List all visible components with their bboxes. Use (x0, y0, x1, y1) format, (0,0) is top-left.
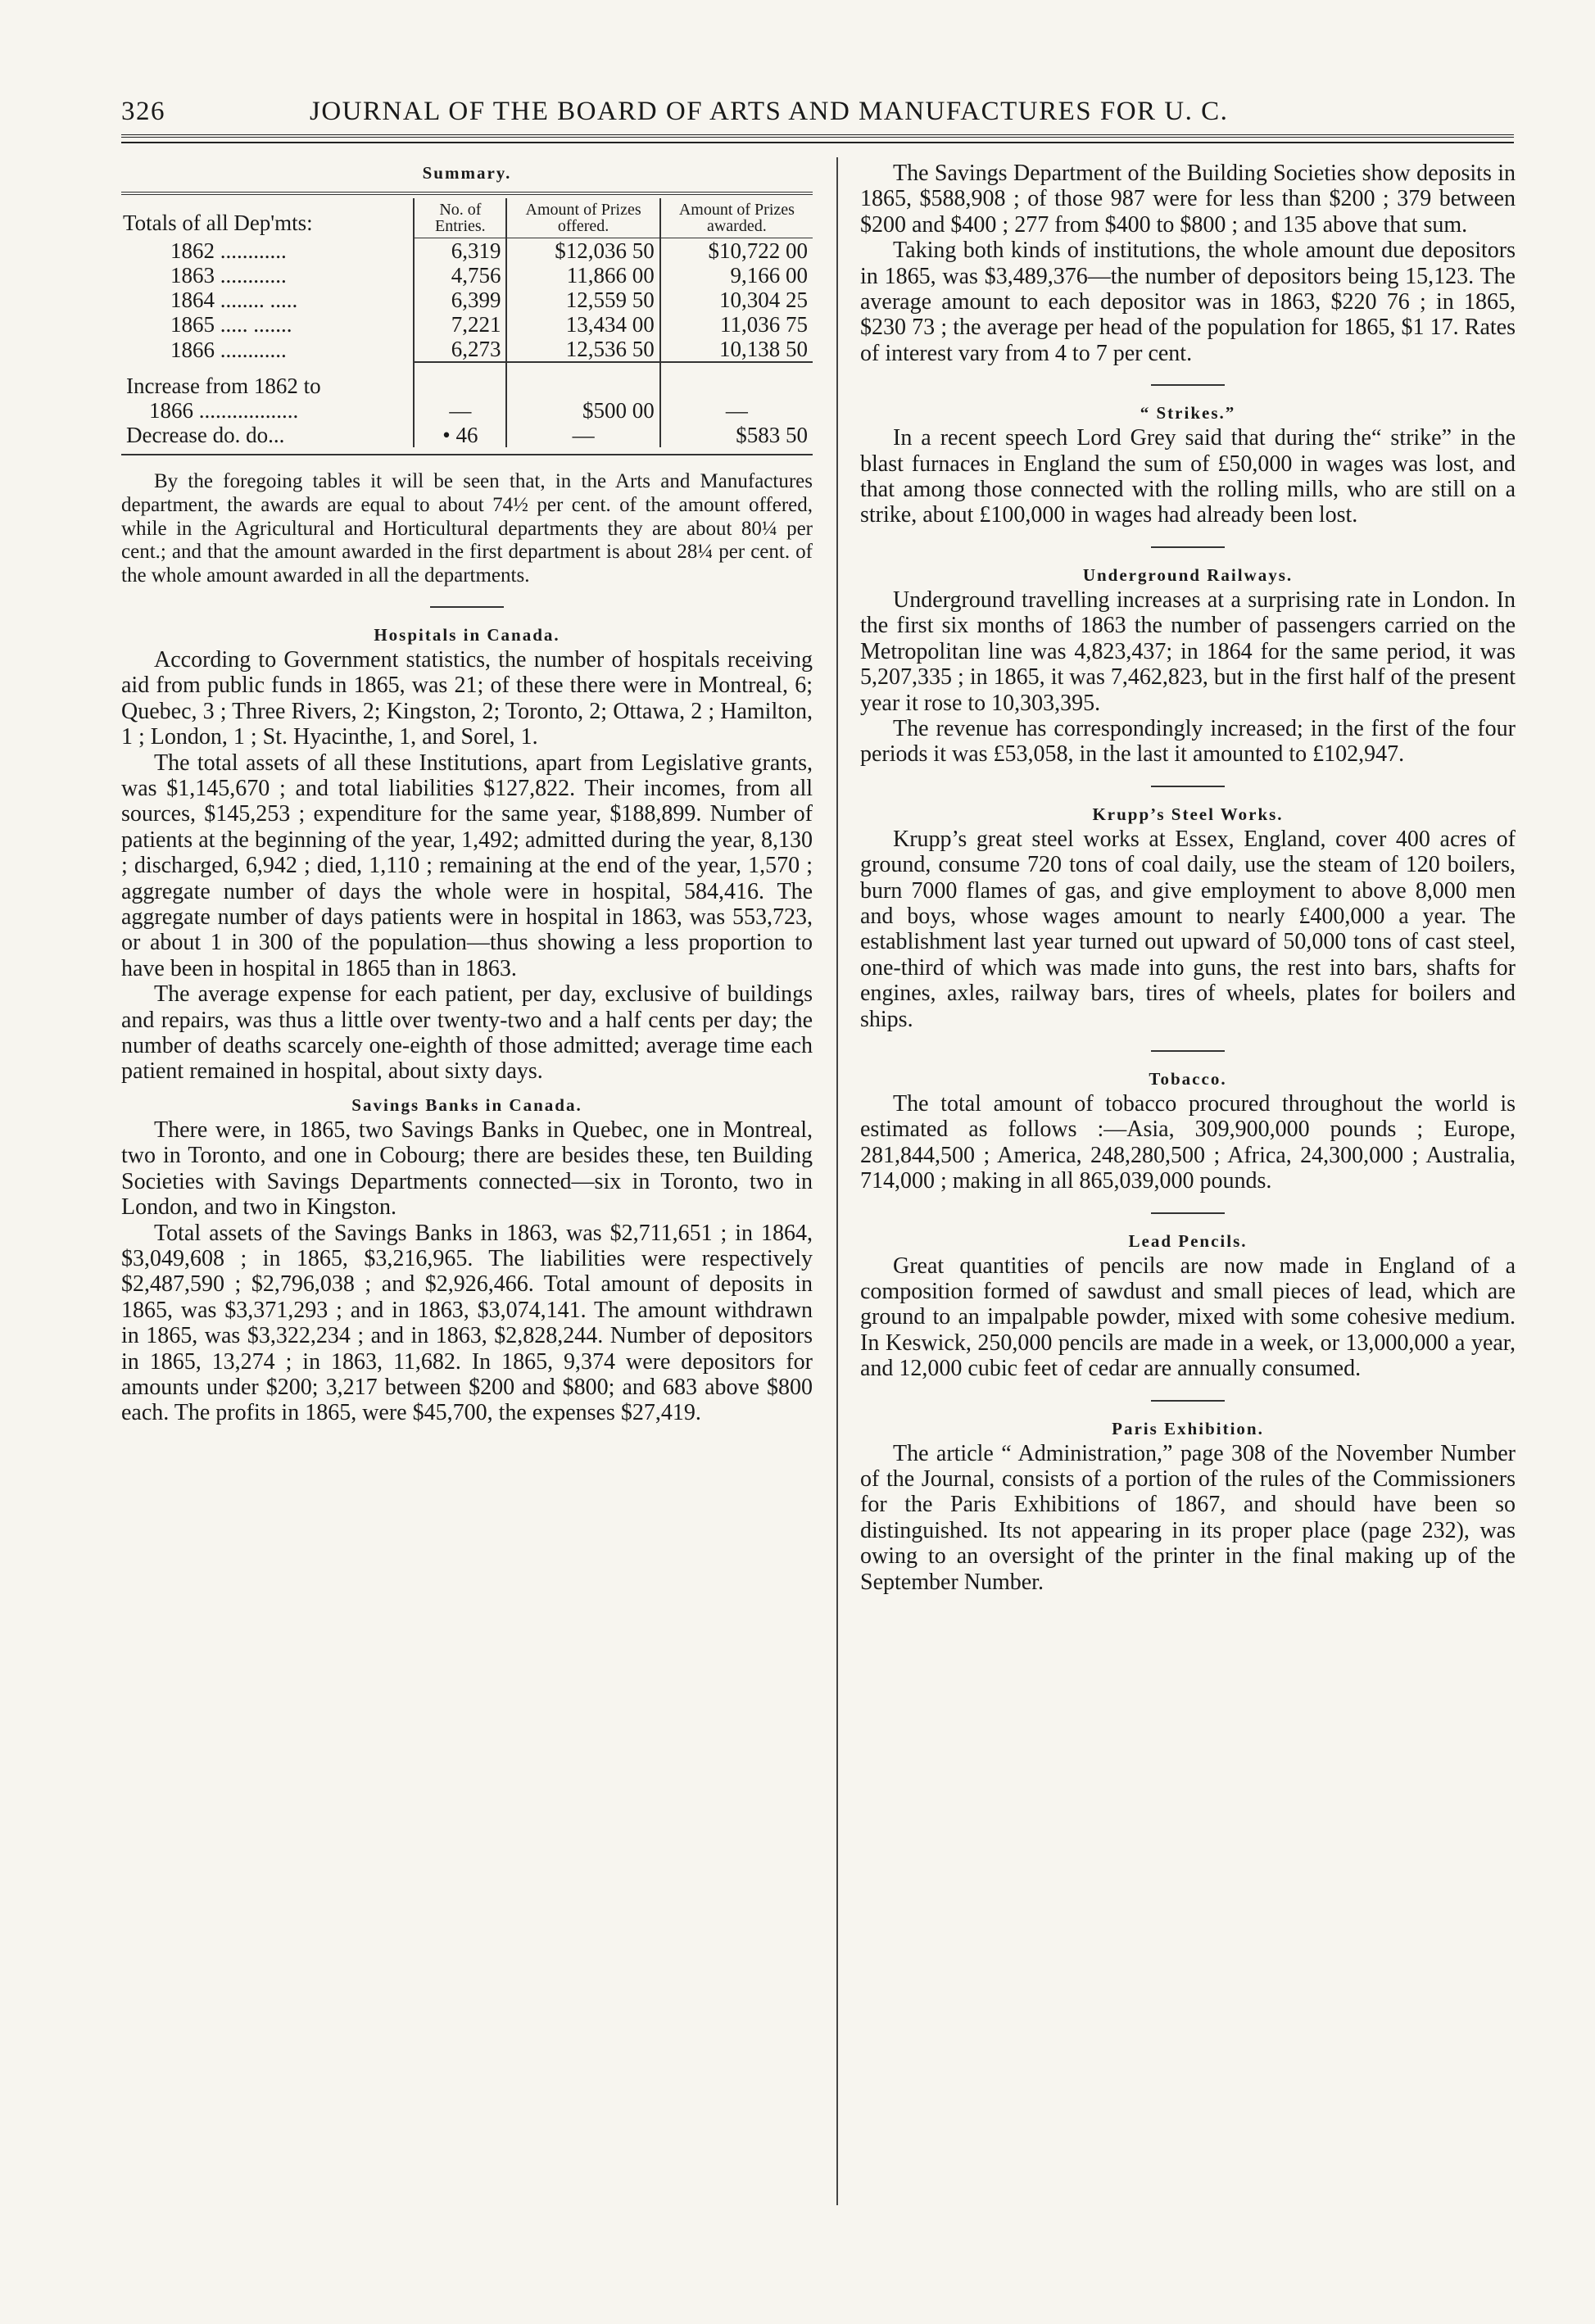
column-header-offered: Amount of Prizes offered. (506, 198, 659, 238)
table-row (121, 312, 813, 337)
strikes-heading: “ Strikes.” (1140, 403, 1236, 424)
railways-paragraph-1: Underground travelling increases at a surprising rate in London. In the first six months of 1863 the number of passengers carried on the Metropolitan line was 4,823,437; in 1864 for the same period, it was 5,207,335 ; in 1865, it was 7,462,823, but in the first half of the present year it rose to 10,303,395. (860, 587, 1516, 716)
decrease-awarded: $583 50 (660, 423, 813, 447)
section-rule (1151, 1212, 1225, 1214)
table-row (121, 238, 813, 264)
increase-offered: $500 00 (506, 398, 659, 423)
hospitals-heading: Hospitals in Canada. (374, 624, 560, 645)
strikes-paragraph: In a recent speech Lord Grey said that during the“ strike” in the blast furnaces in England the sum of £50,000 in wages was lost, and that among those connected with the rolling mills, who are still on a strike, about £100,000 in wages had already been lost. (860, 425, 1516, 528)
header-rule (121, 134, 1514, 138)
page-number: 326 (121, 97, 165, 126)
pencils-heading: Lead Pencils. (1128, 1230, 1248, 1251)
table-row (121, 374, 813, 398)
awarded-cell: 10,304 25 (660, 288, 813, 312)
offered-cell: 12,536 50 (506, 337, 659, 362)
building-paragraph-1: The Savings Department of the Building Societies show deposits in 1865, $588,908 ; of those 987 were for less than $200 ; 379 between $200 and $400 ; 277 from $400 to $800 ; and 135 above that sum. (860, 161, 1516, 238)
table-row (121, 263, 813, 288)
krupp-heading: Krupp’s Steel Works. (1092, 804, 1284, 824)
increase-entries: — (414, 398, 506, 423)
running-title: JOURNAL OF THE BOARD OF ARTS AND MANUFACTURES FOR U. C. (310, 97, 1229, 126)
table-bottom-rule (121, 454, 813, 455)
entries-cell: 7,221 (414, 312, 506, 337)
column-header-entries: No. of Entries. (414, 198, 506, 238)
row-label: 1862 ............ (170, 238, 287, 263)
pencils-paragraph: Great quantities of pencils are now made in England of a composition formed of sawdust and small pieces of lead, which are ground to an impalpable powder, mixed with some cohesive medium. In Keswick, 250,000 pencils are made in a week, or 13,000,000 a year, and 12,000 cubic feet of cedar are annually consumed. (860, 1253, 1516, 1382)
railways-paragraph-2: The revenue has correspondingly increased; in the first of the four periods it was £53,058, in the last it amounted to £102,947. (860, 715, 1516, 768)
summary-paragraph: By the foregoing tables it will be seen that, in the Arts and Manufactures department, the awards are equal to about 74½ per cent. of the amount offered, while in the Agricultural and Horticultural departments they are about 80¼ per cent.; and that the amount awarded in the first department is about 28¼ per cent. of the whole amount awarded in all the departments. (121, 470, 813, 587)
savings-heading: Savings Banks in Canada. (351, 1094, 582, 1115)
section-rule (1151, 546, 1225, 548)
paris-heading: Paris Exhibition. (1112, 1418, 1264, 1438)
section-rule (1151, 1050, 1225, 1052)
decrease-entries: • 46 (414, 423, 506, 447)
table-top-rule (121, 192, 813, 195)
awarded-cell: 10,138 50 (660, 337, 813, 362)
table-row (121, 337, 813, 362)
entries-cell: 6,319 (414, 238, 506, 264)
section-rule (1151, 786, 1225, 787)
decrease-label: Decrease do. do... (126, 423, 285, 447)
awarded-cell: $10,722 00 (660, 238, 813, 264)
right-column (860, 161, 1516, 1595)
table-row-spacer (121, 362, 813, 374)
row-label: 1864 ........ ..... (170, 288, 298, 312)
table-header-row (121, 198, 813, 238)
increase-awarded: — (660, 398, 813, 423)
section-rule (1151, 384, 1225, 386)
page-header (121, 88, 1506, 138)
savings-paragraph-1: There were, in 1865, two Savings Banks in Quebec, one in Montreal, two in Toronto, and one in Cobourg; there are besides these, ten Building Societies with Savings Departments connected—six in Toronto, two in London, and two in Kingston. (121, 1117, 813, 1221)
table-row (121, 398, 813, 423)
railways-heading: Underground Railways. (1082, 564, 1294, 585)
row-label: 1865 ..... ....... (170, 312, 292, 337)
row-label: 1863 ............ (170, 263, 287, 288)
tobacco-paragraph: The total amount of tobacco procured throughout the world is estimated as follows :—Asia, 309,900,000 pounds ; Europe, 281,844,500 ; America, 248,280,500 ; Africa, 24,300,000 ; Australia, 714,000 ; making in all 865,039,000 pounds. (860, 1090, 1516, 1194)
table-row (121, 423, 813, 447)
entries-cell: 6,399 (414, 288, 506, 312)
increase-label: Increase from 1862 to (126, 374, 321, 398)
decrease-offered: — (506, 423, 659, 447)
section-rule (430, 606, 504, 608)
awarded-cell: 9,166 00 (660, 263, 813, 288)
offered-cell: 11,866 00 (506, 263, 659, 288)
summary-heading: Summary. (422, 163, 512, 183)
hospitals-paragraph-3: The average expense for each patient, per day, exclusive of buildings and repairs, was thus a little over twenty-two and a half cents per day; the number of deaths scarcely one-eighth of those admitted; average time each patient remained in hospital, about sixty days. (121, 981, 813, 1085)
hospitals-paragraph-1: According to Government statistics, the number of hospitals receiving aid from public funds in 1865, was 21; of these there were in Montreal, 6; Quebec, 3 ; Three Rivers, 2; Kingston, 2; Toronto, 2; Ottawa, 2 ; Hamilton, 1 ; London, 1 ; St. Hyacinthe, 1, and Sorel, 1. (121, 646, 813, 750)
tobacco-heading: Tobacco. (1149, 1068, 1227, 1089)
table-row (121, 288, 813, 312)
offered-cell: 12,559 50 (506, 288, 659, 312)
totals-label: Totals of all Dep'mts: (123, 210, 313, 235)
krupp-paragraph: Krupp’s great steel works at Essex, England, cover 400 acres of ground, consume 720 tons of coal daily, use the steam of 120 boilers, burn 7000 flames of gas, and give employment to above 8,000 men and boys, whose wages amount to nearly £400,000 a year. The establishment last year turned out upward of 50,000 tons of cast steel, one-third of which was made into guns, the rest into bars, shafts for engines, axles, railway bars, tires of wheels, plates for boilers and ships. (860, 826, 1516, 1032)
row-label: 1866 ............ (170, 337, 287, 362)
column-header-awarded: Amount of Prizes awarded. (660, 198, 813, 238)
increase-label-2: 1866 .................. (149, 398, 299, 423)
left-column (121, 161, 813, 1426)
entries-cell: 6,273 (414, 337, 506, 362)
savings-paragraph-2: Total assets of the Savings Banks in 1863, was $2,711,651 ; in 1864, $3,049,608 ; in 1865, $3,216,965. The liabilities were respectively $2,487,590 ; $2,796,038 ; and $2,926,466. Total amount of deposits in 1865, was $3,371,293 ; and in 1863, $3,074,141. The amount withdrawn in 1865, was $3,322,234 ; and in 1863, $2,828,244. Number of depositors in 1865, 13,274 ; in 1863, 11,682. In 1865, 9,374 were depositors for amounts under $200; 3,217 between $200 and $800; and 683 above $800 each. The profits in 1865, were $45,700, the expenses $27,419. (121, 1220, 813, 1426)
hospitals-paragraph-2: The total assets of all these Institutions, apart from Legislative grants, was $1,145,670 ; and total liabilities $127,822. Their incomes, from all sources, $145,253 ; expenditure for the same year, $188,899. Number of patients at the beginning of the year, 1,492; admitted during the year, 8,130 ; discharged, 6,942 ; died, 1,110 ; remaining at the end of the year, 1,570 ; aggregate number of days the whole were in hospital, 584,416. The aggregate number of days patients were in hospital in 1863, was 553,723, or about 1 in 300 of the population—thus showing a less proportion to have been in hospital in 1865 than in 1863. (121, 750, 813, 981)
building-paragraph-2: Taking both kinds of institutions, the whole amount due depositors in 1865, was $3,489,376—the number of depositors being 15,123. The average amount to each depositor was in 1863, $220 76 ; in 1865, $230 73 ; the average per head of the population for 1865, $1 17. Rates of interest vary from 4 to 7 per cent. (860, 238, 1516, 366)
offered-cell: $12,036 50 (506, 238, 659, 264)
offered-cell: 13,434 00 (506, 312, 659, 337)
section-rule (1151, 1400, 1225, 1402)
entries-cell: 4,756 (414, 263, 506, 288)
awarded-cell: 11,036 75 (660, 312, 813, 337)
summary-table (121, 198, 813, 447)
column-divider (836, 157, 838, 2205)
paris-paragraph: The article “ Administration,” page 308 of the November Number of the Journal, consists of a portion of the rules of the Commissioners for the Paris Exhibitions of 1867, and should have been so distinguished. Its not appearing in its proper place (page 232), was owing to an oversight of the printer in the final making up of the September Number. (860, 1440, 1516, 1595)
header-rule-thin (121, 142, 1514, 143)
